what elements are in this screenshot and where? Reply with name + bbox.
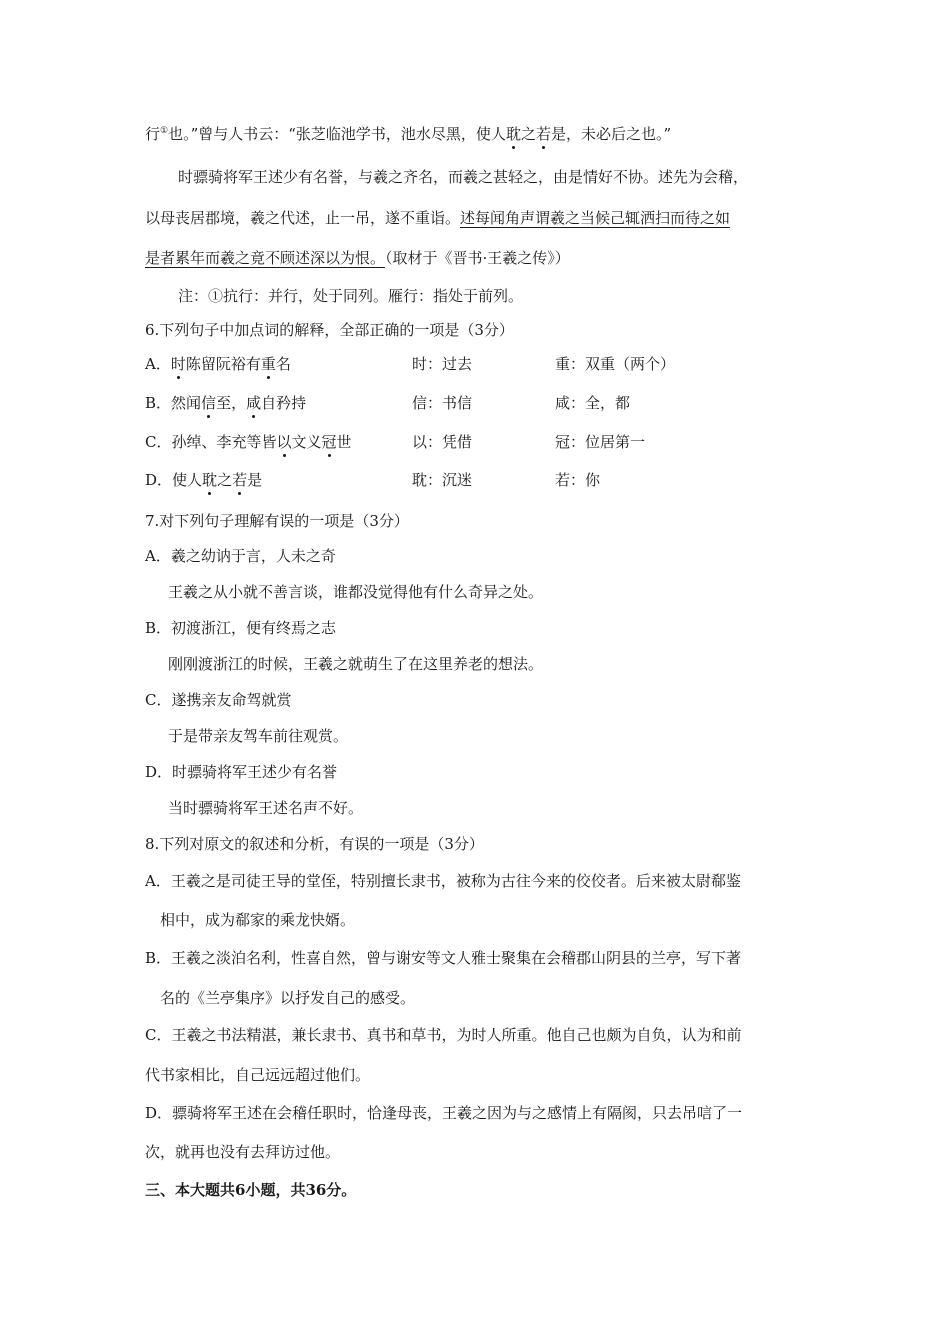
q8-option-c: C．王羲之书法精湛，兼长隶书、真书和草书，为时人所重。他自己也颇为自负，认为和前 bbox=[145, 1026, 742, 1044]
q6-option-b: B．然闻信至，咸自矜持 bbox=[145, 394, 307, 412]
q6-c-gloss-2: 冠：位居第一 bbox=[555, 433, 646, 451]
passage-line-3 bbox=[145, 208, 730, 228]
dotted-word: 耽 bbox=[505, 125, 521, 143]
dotted-word: 冠 bbox=[321, 433, 337, 451]
footnote-marker: ① bbox=[160, 126, 169, 136]
dotted-word: 耽 bbox=[202, 471, 218, 489]
q8-option-a-cont: 相中，成为郗家的乘龙快婿。 bbox=[160, 911, 356, 929]
dotted-word: 以 bbox=[276, 433, 292, 451]
passage-text: 以母丧居郡境，羲之代述，止一吊，遂不重诣。 bbox=[145, 209, 461, 227]
q6-option-d: D．使人耽之若是 bbox=[145, 471, 263, 489]
q7-option-d-translation: 当时骠骑将军王述名声不好。 bbox=[168, 799, 364, 817]
passage-line-4 bbox=[145, 248, 570, 268]
q7-option-a-translation: 王羲之从小就不善言谈，谁都没觉得他有什么奇异之处。 bbox=[168, 583, 544, 601]
q6-b-gloss-2: 咸：全，都 bbox=[555, 394, 631, 412]
q6-a-gloss-2: 重：双重（两个） bbox=[555, 355, 676, 373]
passage-line-2: 时骠骑将军王述少有名誉，与羲之齐名，而羲之甚轻之，由是情好不协。述先为会稽， bbox=[178, 168, 749, 186]
passage-source: （取材于《晋书·王羲之传》） bbox=[385, 249, 570, 267]
passage-text: 是，未必后之也。” bbox=[550, 125, 672, 143]
q8-option-b: B．王羲之淡泊名利，性喜自然，曾与谢安等文人雅士聚集在会稽郡山阴县的兰亭，写下著 bbox=[145, 949, 742, 967]
q6-d-gloss-1: 耽：沉迷 bbox=[412, 471, 473, 489]
q7-option-d: D．时骠骑将军王述少有名誉 bbox=[145, 763, 338, 781]
q8-option-a: A．王羲之是司徒王导的堂侄，特别擅长隶书，被称为古往今来的佼佼者。后来被太尉郗鉴 bbox=[145, 872, 741, 890]
passage-line-1 bbox=[145, 124, 671, 144]
q6-b-gloss-1: 信：书信 bbox=[412, 394, 473, 412]
q7-option-b: B．初渡浙江，便有终焉之志 bbox=[145, 619, 337, 637]
section-3-heading: 三、本大题共6小题，共36分。 bbox=[145, 1181, 357, 1199]
q6-a-gloss-1: 时：过去 bbox=[412, 355, 473, 373]
q8-option-b-cont: 名的《兰亭集序》以抒发自己的感受。 bbox=[160, 989, 416, 1007]
question-8-stem: 8.下列对原文的叙述和分析，有误的一项是（3分） bbox=[145, 835, 484, 853]
q6-option-c: C．孙绰、李充等皆以文义冠世 bbox=[145, 433, 352, 451]
dotted-word: 若 bbox=[535, 125, 551, 143]
passage-text: 行 bbox=[145, 125, 161, 143]
passage-note: 注：①抗行：并行，处于同列。雁行：指处于前列。 bbox=[178, 287, 524, 305]
dotted-word: 重 bbox=[260, 355, 276, 373]
dotted-word: 时 bbox=[170, 355, 186, 373]
passage-text: 也。”曾与人书云：“张芝临池学书，池水尽黑，使人 bbox=[168, 125, 506, 143]
passage-text: 之 bbox=[520, 125, 536, 143]
q8-option-d: D．骠骑将军王述在会稽任职时，恰逢母丧，王羲之因为与之感情上有隔阂，只去吊唁了一 bbox=[145, 1104, 743, 1122]
dotted-word: 信 bbox=[201, 394, 217, 412]
dotted-word: 若 bbox=[232, 471, 248, 489]
q7-option-b-translation: 刚刚渡浙江的时候，王羲之就萌生了在这里养老的想法。 bbox=[168, 655, 544, 673]
q7-option-c: C．遂携亲友命驾就赏 bbox=[145, 691, 292, 709]
question-7-stem: 7.对下列句子理解有误的一项是（3分） bbox=[145, 512, 409, 530]
q8-option-d-cont: 次，就再也没有去拜访过他。 bbox=[145, 1143, 341, 1161]
underlined-sentence: 是者累年而羲之竟不顾述深以为恨。 bbox=[145, 249, 386, 267]
underlined-sentence: 述每闻角声谓羲之当候己辄洒扫而待之如 bbox=[460, 209, 731, 227]
q6-d-gloss-2: 若：你 bbox=[555, 471, 601, 489]
question-6-stem: 6.下列句子中加点词的解释，全部正确的一项是（3分） bbox=[145, 321, 514, 339]
dotted-word: 咸 bbox=[246, 394, 262, 412]
q6-c-gloss-1: 以：凭借 bbox=[412, 433, 473, 451]
q7-option-c-translation: 于是带亲友驾车前往观赏。 bbox=[168, 727, 349, 745]
q7-option-a: A．羲之幼讷于言，人未之奇 bbox=[145, 547, 336, 565]
q8-option-c-cont: 代书家相比，自己远远超过他们。 bbox=[145, 1066, 371, 1084]
q6-option-a: A．时陈留阮裕有重名 bbox=[145, 355, 291, 373]
